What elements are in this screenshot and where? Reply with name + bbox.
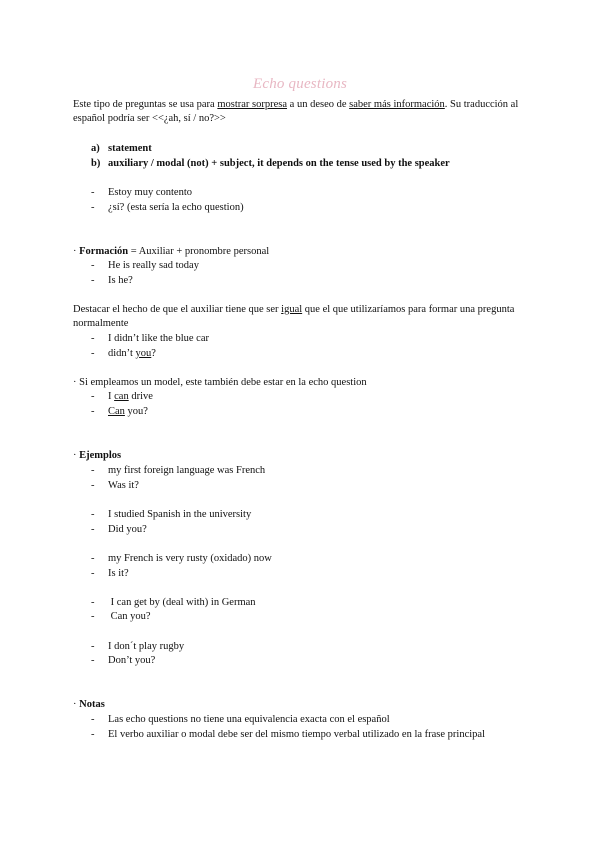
intro-paragraph <box>73 98 528 126</box>
list-item: - Estoy muy contento <box>91 187 192 198</box>
list-item: - I don´t play rugby <box>91 641 185 652</box>
notes-heading: · Notas <box>73 699 105 710</box>
list-item: - He is really sad today <box>91 260 199 271</box>
structure-item-a: a) statement <box>91 143 152 154</box>
list-item: - Is he? <box>91 275 133 286</box>
intro-text-2: a un deseo de <box>287 99 350 110</box>
intro-underline-1: mostrar sorpresa <box>217 99 288 110</box>
page-title: Echo questions <box>252 76 348 92</box>
list-item: - I didn’t like the blue car <box>91 333 209 344</box>
auxiliary-note-paragraph: Destacar el hecho de que el auxiliar tiene que ser igual que el que utilizaríamos para formar una pregunta normalmente <box>73 304 515 329</box>
list-item: - Is it? <box>91 568 129 579</box>
list-item: - my first foreign language was French <box>91 465 266 476</box>
list-item: - my French is very rusty (oxidado) now <box>91 553 272 564</box>
list-item: - ¿sí? (esta sería la echo question) <box>91 202 244 213</box>
list-item: - El verbo auxiliar o modal debe ser del mismo tiempo verbal utilizado en la frase principal <box>91 729 486 740</box>
modal-note: · Si empleamos un model, este también debe estar en la echo question <box>73 377 367 388</box>
list-item: - I can get by (deal with) in German <box>91 597 256 608</box>
list-item: - Don’t you? <box>91 655 156 666</box>
list-item: - I can drive <box>91 391 153 402</box>
list-item: - Was it? <box>91 480 139 491</box>
formation-heading: · Formación = Auxiliar + pronombre personal <box>73 246 270 257</box>
list-item: - Las echo questions no tiene una equivalencia exacta con el español <box>91 714 390 725</box>
intro-text-3: . Su traducción al español podría ser <<¿ah, sí / no?>> <box>73 99 519 124</box>
intro-text-1: Este tipo de preguntas se usa para <box>73 99 218 110</box>
list-item: - I studied Spanish in the university <box>91 509 252 520</box>
underline-igual: igual <box>281 304 303 315</box>
list-item: - Did you? <box>91 524 147 535</box>
structure-item-b: b) auxiliary / modal (not) + subject, it depends on the tense used by the speaker <box>91 158 450 169</box>
list-item: - Can you? <box>91 611 151 622</box>
intro-underline-2: saber más información <box>349 99 445 110</box>
list-item: - didn’t you? <box>91 348 156 359</box>
examples-heading: · Ejemplos <box>73 450 122 461</box>
list-item: - Can you? <box>91 406 148 417</box>
